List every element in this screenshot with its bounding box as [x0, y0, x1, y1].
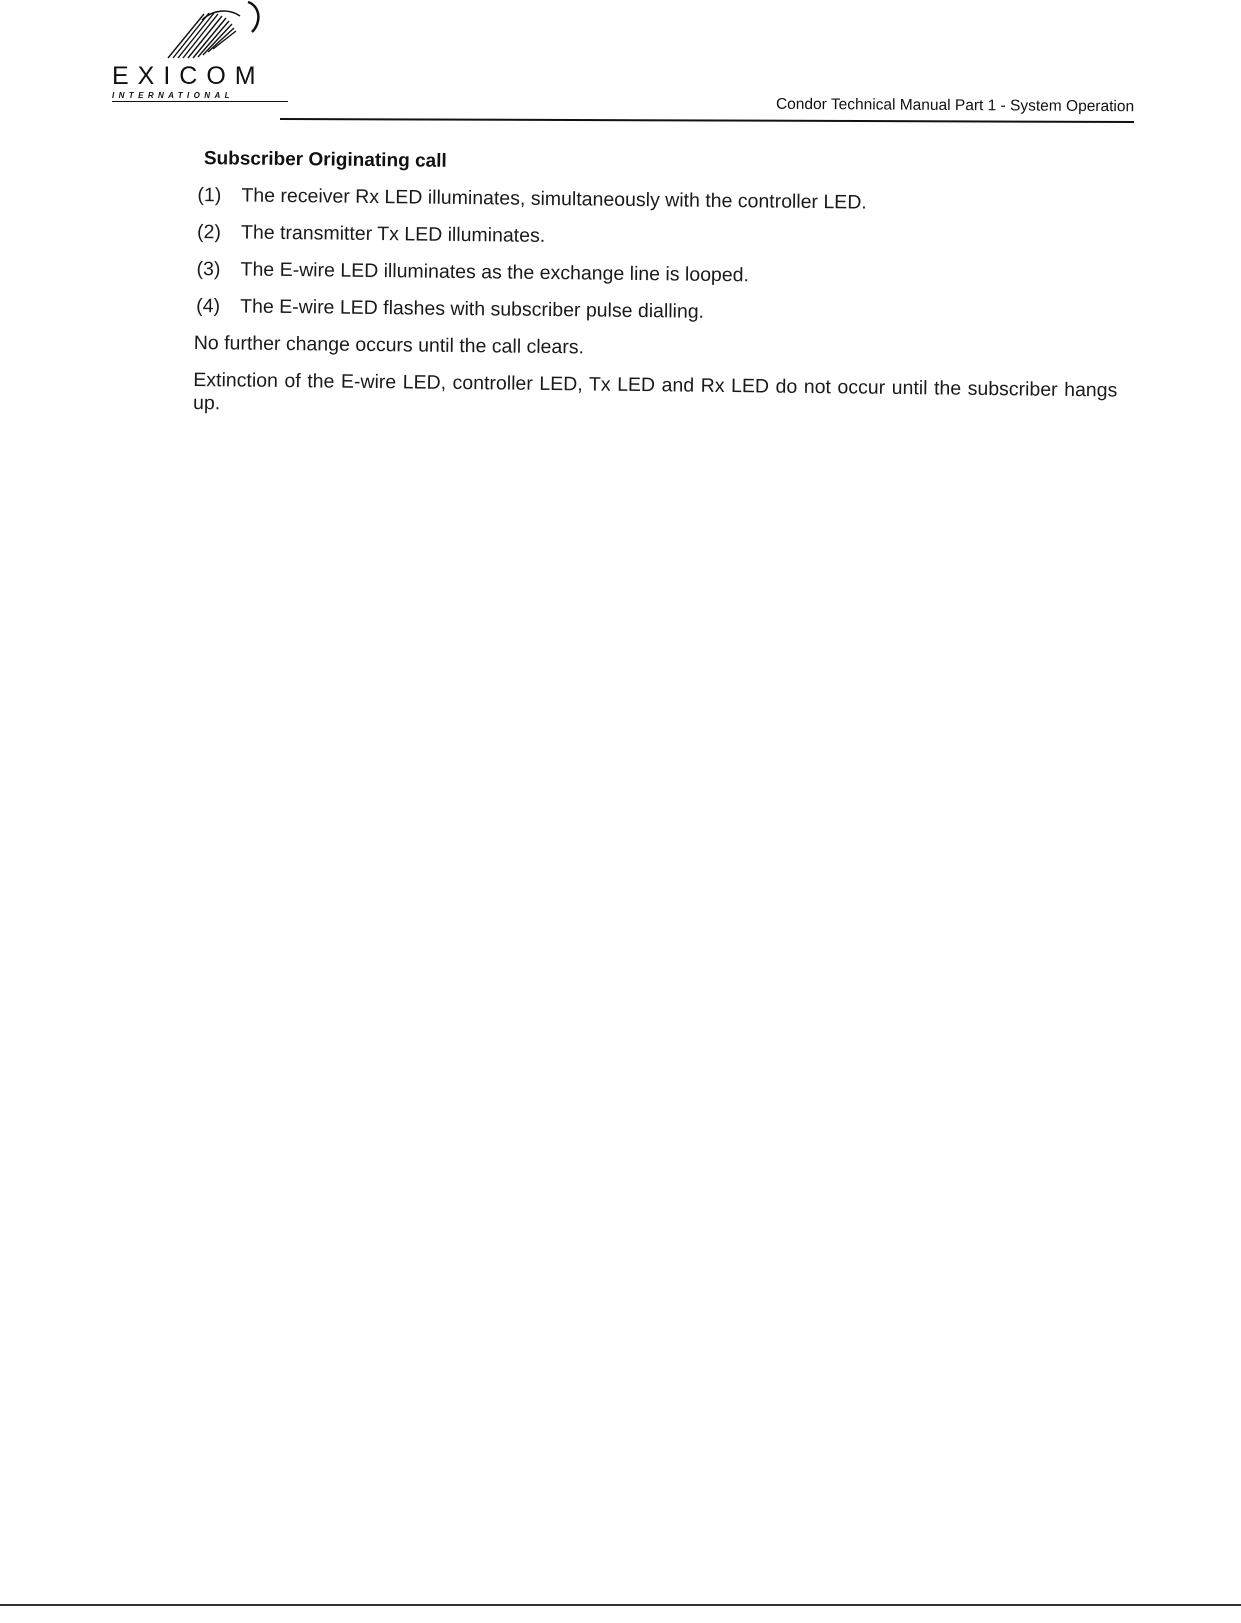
item-number: (3): [196, 257, 221, 281]
logo-subtitle: INTERNATIONAL: [112, 91, 234, 100]
document-header-title: Condor Technical Manual Part 1 - System Operation: [775, 95, 1135, 116]
section-heading: Subscriber Originating call: [203, 148, 447, 172]
paragraph-extinction: Extinction of the E-wire LED, controller LED, Tx LED and Rx LED do not occur until the subscriber hangs up.: [192, 368, 1118, 415]
list-item: [197, 221, 1127, 255]
page-content: [192, 148, 1128, 440]
item-number: (2): [196, 220, 222, 244]
paragraph-call-clears: No further change occurs until the call clears.: [193, 331, 585, 359]
logo-underline: [112, 101, 288, 102]
list-item: [197, 184, 1127, 218]
item-number: (1): [197, 183, 222, 207]
list-item: [196, 295, 1126, 329]
step-list: [196, 184, 1127, 329]
header-rule: [280, 118, 1134, 123]
item-number: (4): [196, 294, 221, 318]
item-text: The transmitter Tx LED illuminates.: [240, 221, 546, 247]
satellite-dish-icon: [162, 0, 262, 62]
logo-wordmark: EXICOM: [112, 62, 265, 90]
list-item: [196, 258, 1126, 292]
exicom-logo: [112, 0, 292, 102]
item-text: The E-wire LED flashes with subscriber pulse dialling.: [240, 295, 705, 323]
item-text: The E-wire LED illuminates as the exchange line is looped.: [240, 258, 750, 287]
item-text: The receiver Rx LED illuminates, simultaneously with the controller LED.: [241, 184, 867, 214]
footer-rule: [0, 1604, 1241, 1606]
